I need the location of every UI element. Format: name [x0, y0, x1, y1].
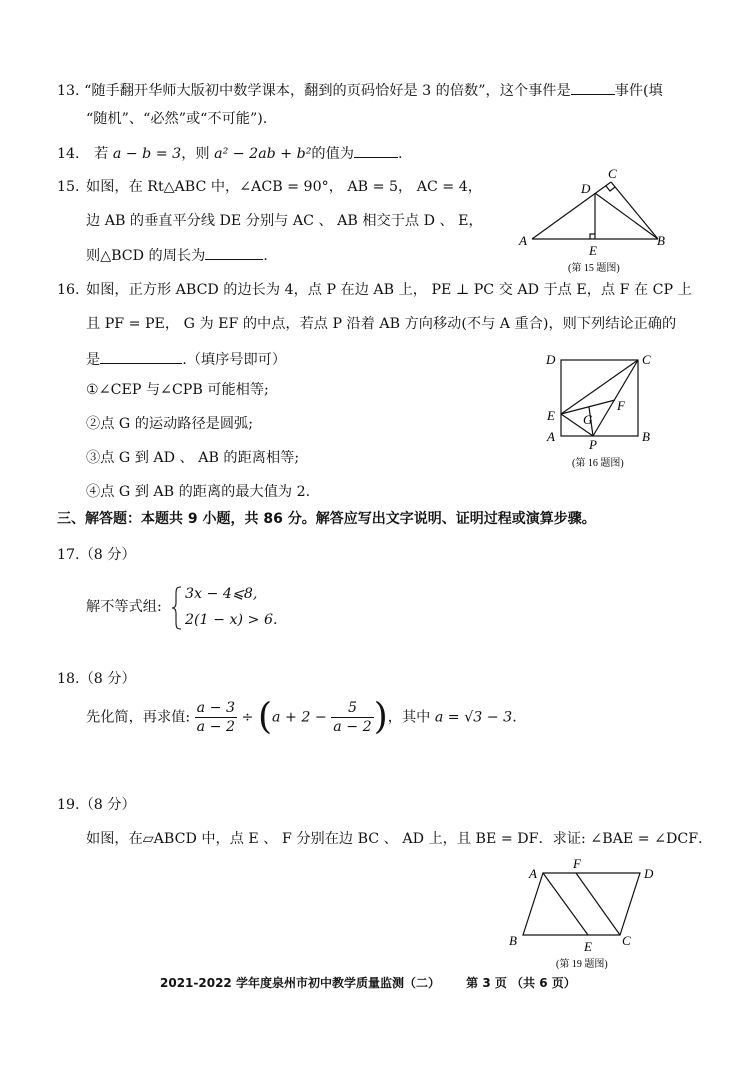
q16-label-g: G: [583, 412, 593, 427]
q19-figure: [503, 855, 673, 975]
q15-line3: [86, 245, 268, 265]
q16-option-1: ①∠CEP 与∠CPB 可能相等;: [86, 382, 269, 398]
q18-prompt: 先化简，再求值:: [86, 709, 191, 726]
q16-answer-blank[interactable]: [100, 349, 182, 364]
q16-option-4: ④点 G 到 AB 的距离的最大值为 2.: [86, 484, 311, 500]
q18-paren-left: (: [257, 696, 272, 738]
q16-line3: [86, 349, 286, 369]
q17-inequality-2: 2(1 − x) > 6.: [185, 612, 278, 628]
q17-prompt: 解不等式组:: [86, 599, 162, 615]
q18-fraction-1-num: a − 3: [196, 700, 236, 716]
q16-option-2: ②点 G 的运动路径是圆弧;: [86, 416, 254, 432]
q16-label-p: P: [589, 437, 597, 452]
q14-mid: ，则: [181, 146, 210, 162]
q13-answer-blank[interactable]: [571, 80, 615, 95]
q15-side-ac: [532, 182, 611, 239]
q19-label-f: F: [573, 856, 581, 871]
q19-caption: (第 19 题图): [556, 959, 608, 970]
q16-segment-ec: [561, 360, 638, 414]
q19-label-b: B: [509, 933, 517, 948]
q15-answer-blank[interactable]: [205, 245, 263, 260]
q15-line2: 边 AB 的垂直平分线 DE 分别与 AC 、 AB 相交于点 D 、 E，: [86, 213, 483, 229]
q15-label-a: A: [519, 233, 527, 248]
q16-number: 16.: [57, 282, 80, 298]
q14-answer-blank[interactable]: [354, 143, 398, 158]
q18-fraction-1: [195, 699, 237, 736]
q18-expression: [86, 696, 517, 738]
q15-number: 15.: [57, 179, 80, 195]
q19-label-c: C: [622, 933, 631, 948]
q16-label-d: D: [546, 352, 556, 367]
q15-right-angle-c: [606, 186, 615, 191]
footer: [160, 974, 576, 992]
footer-page: 第 3 页 （共 6 页）: [466, 976, 576, 990]
q16-label-c: C: [642, 352, 651, 367]
q16-caption: (第 16 题图): [572, 458, 624, 469]
q18-number: 18.（8 分）: [57, 671, 136, 687]
q15-label-d: D: [581, 181, 591, 196]
q19-number: 19.（8 分）: [57, 797, 136, 813]
q14-pre: 若: [94, 146, 109, 162]
q15-figure: [510, 163, 680, 281]
q15-line1: 如图，在 Rt△ABC 中，∠ACB = 90°， AB = 5， AC = 4，: [86, 179, 482, 195]
footer-title: 2021-2022 学年度泉州市初中教学质量监测（二）: [160, 976, 440, 990]
q18-fraction-2-num: 5: [331, 699, 373, 718]
q14-post: 的值为: [311, 146, 354, 162]
q14-expr2: a² − 2ab + b²: [214, 146, 312, 162]
q17-number: 17.（8 分）: [57, 547, 136, 563]
q18-fraction-1-den: a − 2: [196, 719, 236, 735]
q14-number: 14.: [57, 146, 80, 162]
q16-label-f: F: [617, 398, 625, 413]
q19-label-d: D: [644, 866, 654, 881]
q13-text-a: 13. “随手翻开华师大版初中数学课本，翻到的页码恰好是 3 的倍数”，这个事件是: [57, 83, 571, 99]
q18-fraction-2: [331, 699, 373, 736]
q16-label-a: A: [547, 429, 555, 444]
q16-line1: 如图，正方形 ABCD 的边长为 4，点 P 在边 AB 上， PE ⊥ PC 交 AD 于点 E，点 F 在 CP 上: [86, 282, 692, 298]
q16-segment-pc: [593, 360, 638, 436]
q16-line3-text: 是: [86, 352, 101, 368]
q15-right-angle-e: [590, 234, 595, 239]
q18-paren-right: ): [373, 696, 388, 738]
q18-end: .: [512, 709, 517, 726]
q13-text-b: 事件(填: [614, 83, 663, 99]
q16-line2: 且 PF = PE， G 为 EF 的中点，若点 P 沿着 AB 方向移动(不与 A 重合)，则下列结论正确的: [86, 316, 677, 332]
q19-line: 如图，在▱ABCD 中，点 E 、 F 分别在边 BC 、 AD 上，且 BE = DF．求证: ∠BAE = ∠DCF．: [86, 831, 713, 847]
q13-line2: “随机”、“必然”或“不可能”).: [86, 111, 268, 127]
q19-segment-fc: [576, 873, 620, 935]
q16-option-3: ③点 G 到 AD 、 AB 的距离相等;: [86, 450, 300, 466]
q18-value: a = √3 − 3: [434, 709, 513, 726]
q16-label-b: B: [642, 429, 650, 444]
q18-inner: a + 2 −: [271, 709, 327, 726]
q14-expr1: a − b = 3: [112, 146, 182, 162]
q15-label-b: B: [657, 233, 665, 248]
q17-brace: [171, 585, 183, 631]
q18-where: ，其中: [387, 709, 431, 726]
q19-label-a: A: [529, 866, 537, 881]
section-3-heading: 三、解答题：本题共 9 小题，共 86 分。解答应写出文字说明、证明过程或演算步骤。: [57, 511, 596, 527]
q14-line: [57, 143, 403, 163]
q15-label-e: E: [589, 243, 597, 258]
q16-figure: [540, 348, 670, 474]
q15-label-c: C: [608, 166, 617, 181]
q17-inequality-1: 3x − 4⩽8,: [185, 586, 258, 602]
q18-divide: ÷: [241, 709, 254, 726]
q19-label-e: E: [584, 939, 592, 954]
q15-line3-text: 则△BCD 的周长为: [86, 248, 206, 264]
q15-caption: (第 15 题图): [568, 263, 620, 274]
q16-line3-end: .（填序号即可）: [182, 352, 287, 368]
q16-label-e: E: [547, 408, 555, 423]
q19-segment-ae: [543, 873, 588, 935]
q15-line3-end: .: [263, 248, 268, 264]
q13-line1: [57, 80, 663, 100]
q14-end: .: [397, 146, 403, 162]
q18-fraction-2-den: a − 2: [333, 719, 372, 735]
